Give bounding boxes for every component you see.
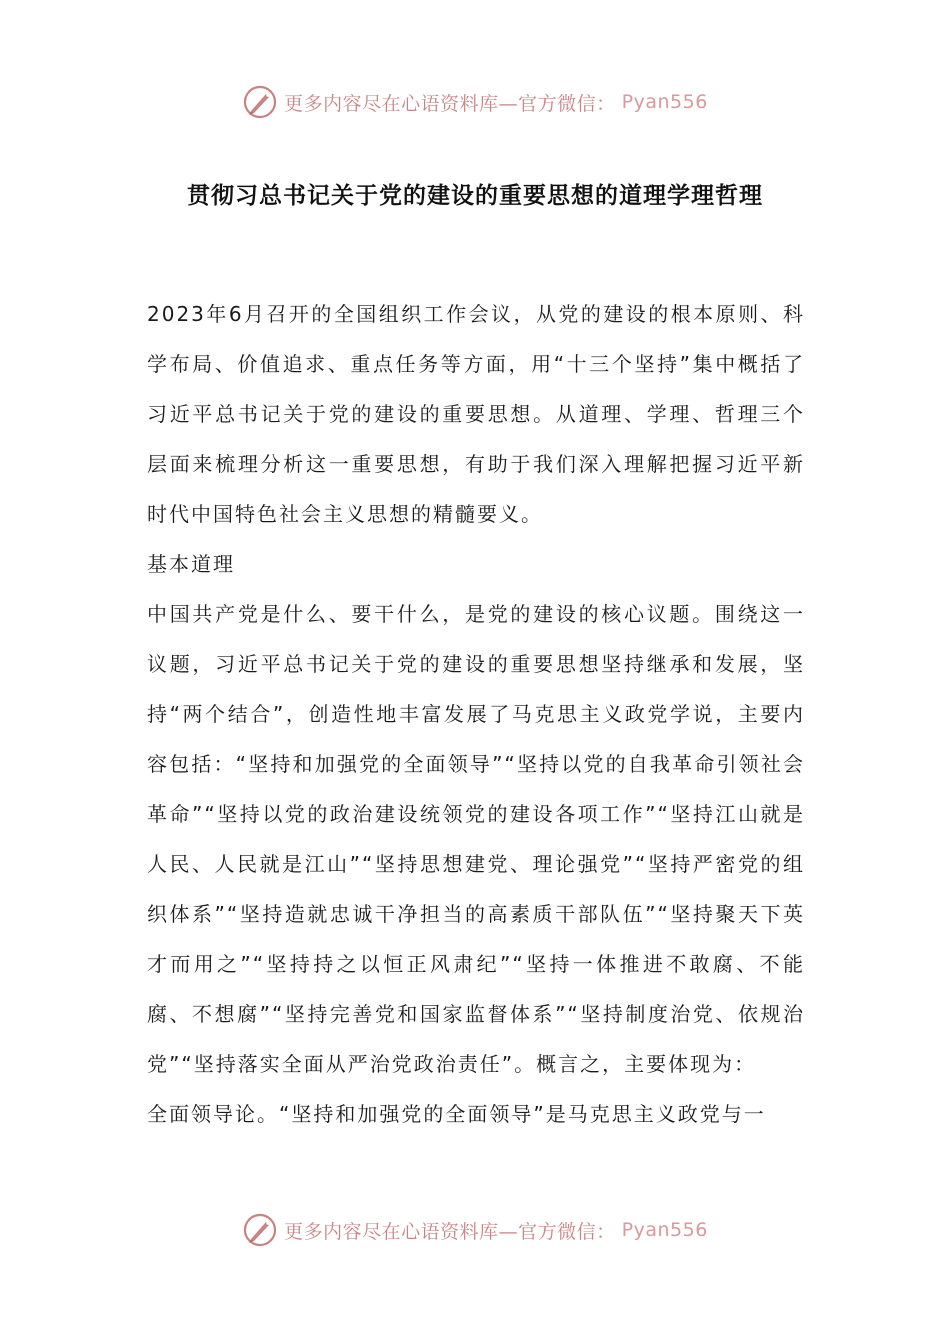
pen-logo-icon xyxy=(242,84,278,120)
watermark-wechat-id: Pyan556 xyxy=(621,1219,708,1241)
watermark-wechat-id: Pyan556 xyxy=(621,91,708,113)
document-title: 贯彻习总书记关于党的建设的重要思想的道理学理哲理 xyxy=(187,183,763,209)
paragraph-intro: 2023年6月召开的全国组织工作会议，从党的建设的根本原则、科学布局、价值追求、重点任务等方面，用“十三个坚持”集中概括了习近平总书记关于党的建设的重要思想。从道理、学理、哲理三个层面来梳理分析这一重要思想，有助于我们深入理解把握习近平新时代中国特色社会主义思想的精髓要义。 xyxy=(147,302,805,526)
paragraph-leadership: 全面领导论。“坚持和加强党的全面领导”是马克思主义政党与一 xyxy=(147,1102,766,1126)
document-body xyxy=(147,289,805,1139)
watermark-text: 更多内容尽在心语资料库—官方微信： xyxy=(284,92,616,115)
header-watermark xyxy=(0,84,950,120)
paragraph-main: 中国共产党是什么、要干什么，是党的建设的核心议题。围绕这一议题，习近平总书记关于党的建设的重要思想坚持继承和发展，坚持“两个结合”，创造性地丰富发展了马克思主义政党学说，主要内容包括：“坚持和加强党的全面领导”“坚持以党的自我革命引领社会革命”“坚持以党的政治建设统领党的建设各项工作”“坚持江山就是人民、人民就是江山”“坚持思想建党、理论强党”“坚持严密党的组织体系”“坚持造就忠诚干净担当的高素质干部队伍”“坚持聚天下英才而用之”“坚持持之以恒正风肃纪”“坚持一体推进不敢腐、不能腐、不想腐”“坚持完善党和国家监督体系”“坚持制度治党、依规治党”“坚持落实全面从严治党政治责任”。概言之，主要体现为： xyxy=(147,602,805,1076)
footer-watermark xyxy=(0,1212,950,1248)
pen-logo-icon xyxy=(242,1212,278,1248)
watermark-text: 更多内容尽在心语资料库—官方微信： xyxy=(284,1220,616,1243)
section-heading: 基本道理 xyxy=(147,552,235,576)
